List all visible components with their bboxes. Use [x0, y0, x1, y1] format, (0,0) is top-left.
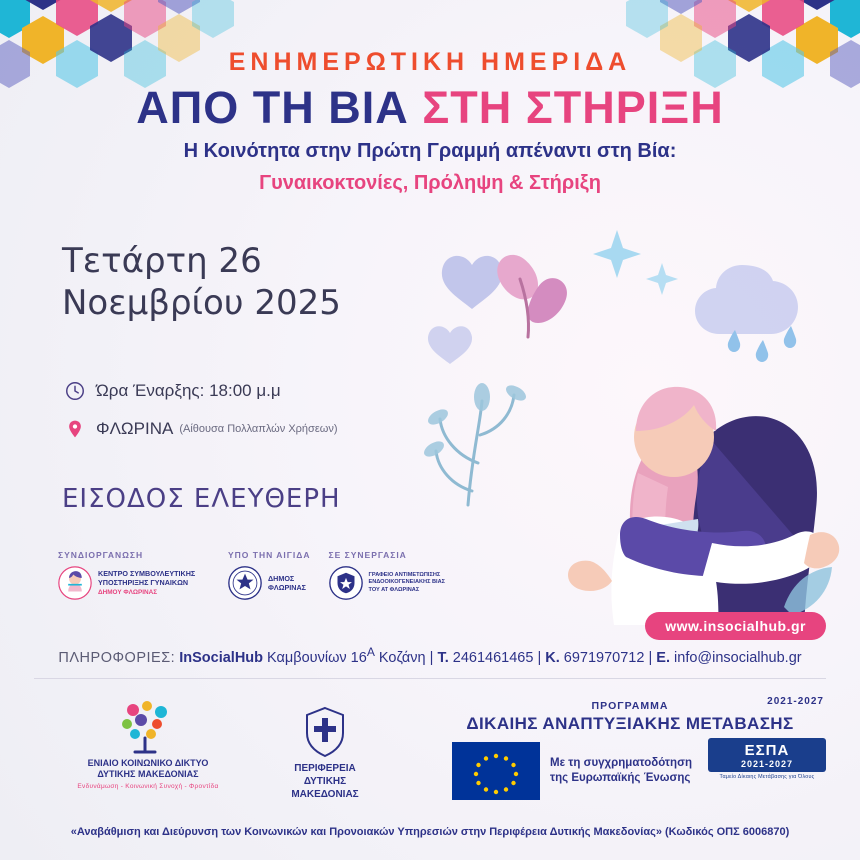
funding-logos-bar [0, 686, 860, 826]
eu-cofunding-text [550, 756, 692, 786]
contact-mobile[interactable]: 6971970712 [563, 649, 645, 666]
logo-eskm-line1: ΕΝΙΑΙΟ ΚΟΙΝΩΝΙΚΟ ΔΙΚΤΥΟ [87, 758, 209, 768]
contact-email-label: E. [656, 649, 670, 666]
contact-city: Κοζάνη [378, 649, 426, 666]
eu-cofunding [452, 742, 692, 800]
page-title-part1: ΑΠΟ ΤΗ ΒΙΑ [136, 82, 423, 133]
partner-auspices-text [268, 574, 306, 592]
programme-years: 2021-2027 [767, 696, 824, 707]
partner-coorganizer [58, 550, 210, 600]
event-place-note: (Αίθουσα Πολλαπλών Χρήσεων) [179, 423, 338, 435]
municipality-of-florina-seal-icon [228, 566, 262, 600]
logo-espa [708, 738, 826, 780]
event-time-row [62, 378, 392, 404]
logo-eskm [58, 700, 238, 790]
logo-region-west-macedonia [245, 706, 405, 801]
logo-region-line2: ΔΥΤΙΚΗΣ [303, 776, 347, 787]
partner-coorganizer-text [98, 569, 210, 597]
location-pin-icon [62, 416, 88, 442]
subtitle-secondary: Γυναικοκτονίες, Πρόληψη & Στήριξη [259, 172, 601, 194]
event-date [62, 240, 382, 324]
partner-collaboration-label: ΣΕ ΣΥΝΕΡΓΑΣΙΑ [328, 550, 407, 560]
espa-caption: Ταμείο Δίκαιης Μετάβασης για Όλους [719, 774, 815, 780]
event-date-line2: Νοεμβρίου 2025 [62, 283, 341, 323]
eu-cofunding-line2: της Ευρωπαϊκής Ένωσης [550, 772, 691, 784]
contact-address: Καμβουνίων 16 [267, 649, 367, 666]
page-title [0, 82, 860, 134]
website-url-pill[interactable]: www.insocialhub.gr [645, 612, 826, 640]
eu-flag-icon [452, 742, 540, 800]
event-date-line1: Τετάρτη 26 [62, 241, 262, 281]
contact-info-strip: ΠΛΗΡΟΦΟΡΙΕΣ: InSocialHub Καμβουνίων $16^A$ Κοζάνη | Τ. 2461461465 | Κ. 6971970712 | E. info@insocialhub.gr [58, 645, 802, 666]
womens-counselling-center-logo-icon [58, 566, 92, 600]
hellenic-police-emblem-icon [329, 566, 363, 600]
event-time-value: 18:00 μ.μ [209, 381, 281, 400]
divider [34, 678, 826, 679]
logo-eskm-tagline: Ενδυνάμωση - Κοινωνική Συνοχή - Φροντίδα [77, 783, 219, 790]
contact-brand: InSocialHub [179, 649, 264, 666]
partner-auspices-name: ΔΗΜΟΣ [268, 574, 295, 583]
partner-collaboration [329, 550, 447, 600]
eu-cofunding-line1: Με τη συγχρηματοδότηση [550, 757, 692, 769]
contact-mobile-label: Κ. [545, 649, 560, 666]
logo-eskm-line2: ΔΥΤΙΚΗΣ ΜΑΚΕΔΟΝΙΑΣ [97, 769, 199, 779]
partner-auspices-sub: ΦΛΩΡΙΝΑΣ [268, 583, 306, 592]
partner-auspices [228, 550, 311, 600]
event-place-row [62, 416, 392, 442]
event-place: ΦΛΩΡΙΝΑ [96, 419, 174, 438]
partner-collaboration-sub: ΤΟΥ ΑΤ ΦΛΩΡΙΝΑΣ [368, 586, 420, 593]
espa-years: 2021-2027 [740, 759, 794, 769]
free-entry-label: ΕΙΣΟΔΟΣ ΕΛΕΥΘΕΡΗ [62, 484, 341, 514]
contact-phone-label: Τ. [437, 649, 449, 666]
partner-collaboration-text [369, 572, 447, 594]
contact-address-sup: Α [366, 645, 375, 659]
page-title-part2: ΣΤΗ ΣΤΗΡΙΞΗ [422, 82, 724, 133]
programme-big: ΔΙΚΑΙΗΣ ΑΝΑΠΤΥΞΙΑΚΗΣ ΜΕΤΑΒΑΣΗΣ [466, 714, 794, 733]
contact-email[interactable]: info@insocialhub.gr [674, 649, 802, 666]
event-kicker: ΕΝΗΜΕΡΩΤΙΚΗ ΗΜΕΡΙΔΑ [228, 48, 632, 76]
logo-region-line1: ΠΕΡΙΦΕΡΕΙΑ [294, 763, 356, 774]
partners-row [58, 550, 478, 600]
contact-label: ΠΛΗΡΟΦΟΡΙΕΣ: [58, 649, 176, 666]
event-meta [62, 378, 392, 454]
partner-auspices-label: ΥΠΟ ΤΗΝ ΑΙΓΙΔΑ [228, 550, 311, 560]
programme-small: ΠΡΟΓΡΑΜΜΑ [591, 700, 669, 712]
partner-coorganizer-name: ΚΕΝΤΡΟ ΣΥΜΒΟΥΛΕΥΤΙΚΗΣ ΥΠΟΣΤΗΡΙΞΗΣ ΓΥΝΑΙΚΩΝ [98, 569, 196, 587]
logo-region-line3: ΜΑΚΕΔΟΝΙΑΣ [291, 789, 359, 800]
partner-collaboration-name: ΓΡΑΦΕΙΟ ΑΝΤΙΜΕΤΩΠΙΣΗΣ ΕΝΔΟΟΙΚΟΓΕΝΕΙΑΚΗΣ ΒΙΑΣ [368, 571, 445, 586]
contact-phone[interactable]: 2461461465 [452, 649, 534, 666]
project-footnote: «Αναβάθμιση και Διεύρυνση των Κοινωνικών και Προνοιακών Υπηρεσιών στην Περιφέρεια Δυτικής Μακεδονίας» (Κωδικός ΟΠΣ 6006870) [70, 826, 790, 838]
clock-icon [62, 378, 88, 404]
subtitle-primary: Η Κοινότητα στην Πρώτη Γραμμή απέναντι στη Βία: [183, 140, 677, 162]
partner-coorganizer-label: ΣΥΝΔΙΟΡΓΑΝΩΣΗ [58, 550, 144, 560]
espa-title: ΕΣΠΑ [744, 742, 790, 759]
partner-coorganizer-sub: ΔΗΜΟΥ ΦΛΩΡΙΝΑΣ [98, 589, 158, 596]
event-time-label: Ώρα Έναρξης: [96, 381, 205, 400]
